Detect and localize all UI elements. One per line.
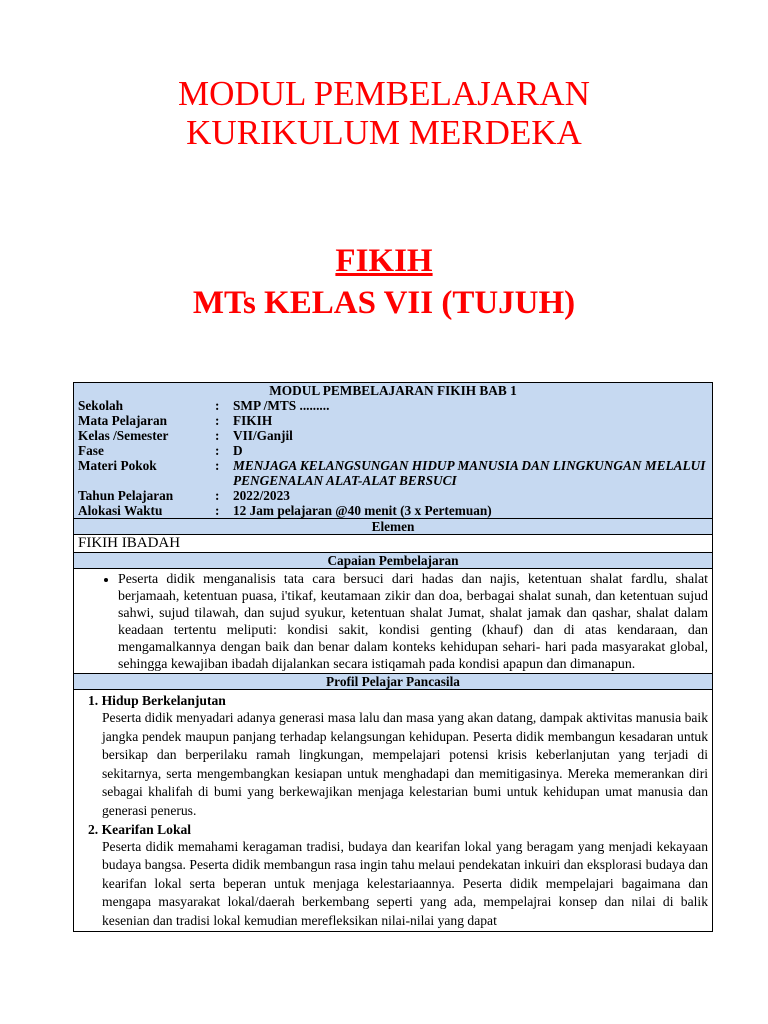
identity-value: 2022/2023: [233, 488, 290, 503]
title-line-1: MODUL PEMBELAJARAN: [178, 74, 590, 113]
identity-value: MENJAGA KELANGSUNGAN HIDUP MANUSIA DAN LINGKUNGAN MELALUI PENGENALAN ALAT-ALAT BERSUCI: [233, 458, 706, 488]
identity-row-subject: [78, 413, 708, 428]
capaian-heading: Capaian Pembelajaran: [74, 553, 713, 569]
elemen-value: FIKIH IBADAH: [74, 535, 713, 553]
identity-cell: [74, 383, 713, 519]
identity-row-topic: [78, 458, 708, 488]
identity-row-phase: [78, 443, 708, 458]
identity-label: Tahun Pelajaran: [78, 488, 174, 503]
identity-row-time: [78, 503, 708, 518]
identity-row-year: [78, 488, 708, 503]
capaian-text: • Peserta didik menganalisis tata cara bersuci dari hadas dan najis, ketentuan shalat fardlu, shalat berjamaah, ketentuan puasa, i'tikaf, keutamaan zikir dan doa, berbagai shalat sunah, dan ketentuan sujud sahwi, sujud tilawah, dan sujud syukur, ketentuan shalat Jumat, shalat jamak dan qashar, shalat dalam keadaan tertentu meliputi: kondisi sakit, kondisi genting (khauf) dan di atas kendaraan, dan mengamalkannya dengan baik dan benar dalam konteks kehidupan sehari- hari pada masyarakat global, sehingga kewajiban ibadah dijalankan secara istiqamah pada kondisi apapun dan dimanapun.: [118, 571, 712, 673]
profil-item-text: Peserta didik memahami keragaman tradisi, budaya dan kearifan lokal yang beragam yang menjadi kekayaan budaya bangsa. Peserta didik membangun rasa ingin tahu melaui pendekatan inkuiri dan eksplorasi budaya dan kearifan lokal serta beperan untuk menjaga kelestariaannya. Peserta didik mempelajari bagaimana dan mengapa masyarakat lokal/daerah berkembang seperti yang ada, mempelajrai konsep dan nilai di balik kesenian dan tradisi lokal kemudian merefleksikan nilai-nilai yang dapat: [102, 838, 708, 928]
profil-cell: [74, 690, 713, 932]
identity-label: Sekolah: [78, 398, 124, 413]
profil-item-title: 2. Kearifan Lokal: [88, 821, 192, 837]
profil-heading: Profil Pelajar Pancasila: [74, 674, 713, 690]
identity-colon: :: [215, 428, 220, 443]
identity-label: Mata Pelajaran: [78, 413, 167, 428]
identity-value: 12 Jam pelajaran @40 menit (3 x Pertemuan): [233, 503, 492, 518]
identity-value: FIKIH: [233, 413, 273, 428]
identity-colon: :: [215, 398, 220, 413]
identity-colon: :: [215, 443, 220, 458]
subject-name: FIKIH: [335, 243, 433, 279]
profil-item-text: Peserta didik menyadari adanya generasi masa lalu dan masa yang akan datang, dampak aktivitas manusia baik jangka pendek maupun panjang terhadap kelangsungan kehidupan. Peserta didik membangun kesadaran untuk bersikap dan berperilaku ramah lingkungan, mempelajari potensi krisis keberlanjutan yang terjadi di sekitarnya, serta mengembangkan kesiapan untuk menghadapi dan memitigasinya. Mereka memerankan diri sebagai khalifah di bumi yang berkewajikan menjaga kelestarian bumi untuk kehidupan umat manusia dan generasi penerus.: [102, 710, 708, 818]
identity-value: D: [233, 443, 243, 458]
identity-label: Fase: [78, 443, 104, 458]
identity-value: SMP /MTS .........: [233, 398, 330, 413]
elemen-heading: Elemen: [74, 519, 713, 535]
subject-class: MTs KELAS VII (TUJUH): [192, 285, 576, 321]
capaian-list: [74, 569, 712, 673]
identity-colon: :: [215, 488, 220, 503]
subject-heading: [0, 240, 768, 324]
profil-item-title: 1. Hidup Berkelanjutan: [88, 693, 226, 708]
module-table: [73, 382, 713, 932]
module-header: MODUL PEMBELAJARAN FIKIH BAB 1: [269, 383, 517, 398]
identity-colon: :: [215, 458, 220, 473]
identity-value: VII/Ganjil: [233, 428, 293, 443]
capaian-cell: [74, 569, 713, 674]
identity-row-school: [78, 398, 708, 413]
identity-colon: :: [215, 413, 220, 428]
identity-colon: :: [215, 503, 220, 518]
identity-row-class: [78, 428, 708, 443]
identity-label: Kelas /Semester: [78, 428, 169, 443]
identity-label: Materi Pokok: [78, 458, 157, 473]
identity-label: Alokasi Waktu: [78, 503, 163, 518]
title-line-2: KURIKULUM MERDEKA: [186, 113, 582, 152]
document-title: [0, 74, 768, 152]
